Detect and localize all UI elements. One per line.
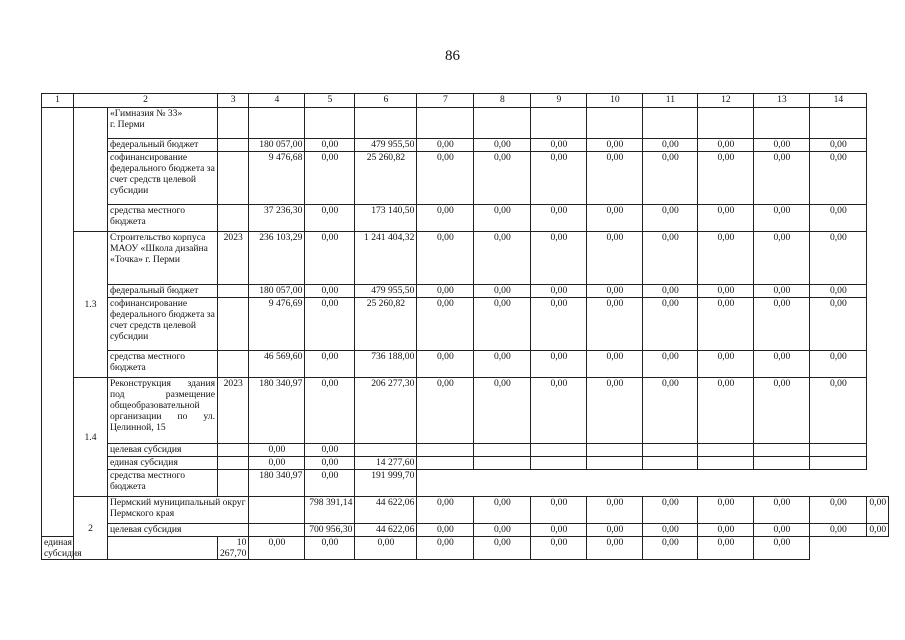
value-cell: 0,00 bbox=[474, 285, 531, 298]
table-row bbox=[42, 497, 889, 524]
value-cell: 0,00 bbox=[754, 152, 810, 205]
table-row bbox=[42, 139, 889, 152]
value-cell: 0,00 bbox=[698, 524, 754, 537]
row-name: Пермский муниципальный округ Пермского края bbox=[108, 497, 249, 524]
value-cell: 0,00 bbox=[587, 152, 643, 205]
table-row bbox=[42, 205, 889, 232]
value-cell: 0,00 bbox=[531, 497, 587, 524]
value-cell: 0,00 bbox=[587, 524, 643, 537]
value-cell: 0,00 bbox=[754, 351, 810, 378]
header-cell: 14 bbox=[810, 94, 867, 108]
value-cell: 0,00 bbox=[643, 524, 698, 537]
value-cell: 0,00 bbox=[474, 232, 531, 285]
value-cell: 0,00 bbox=[587, 497, 643, 524]
value-cell: 0,00 bbox=[355, 537, 417, 560]
table-row bbox=[42, 444, 889, 457]
table-row bbox=[42, 524, 889, 537]
value-cell: 0,00 bbox=[305, 457, 355, 470]
value-cell: 0,00 bbox=[417, 351, 474, 378]
value-cell: 25 260,82 bbox=[355, 152, 417, 205]
value-cell: 0,00 bbox=[643, 298, 698, 351]
value-cell: 0,00 bbox=[698, 205, 754, 232]
row-name: средства местного бюджета bbox=[108, 205, 218, 232]
value-cell: 0,00 bbox=[698, 497, 754, 524]
value-cell: 0,00 bbox=[587, 205, 643, 232]
value-cell: 0,00 bbox=[531, 232, 587, 285]
value-cell: 0,00 bbox=[474, 378, 531, 444]
budget-table bbox=[41, 93, 889, 560]
header-cell: 5 bbox=[305, 94, 355, 108]
value-cell: 0,00 bbox=[810, 298, 867, 351]
value-cell: 0,00 bbox=[305, 378, 355, 444]
value-cell: 0,00 bbox=[305, 232, 355, 285]
value-cell: 0,00 bbox=[474, 537, 531, 560]
row-name: целевая субсидия bbox=[108, 444, 218, 457]
value-cell: 0,00 bbox=[867, 497, 889, 524]
value-cell: 0,00 bbox=[643, 351, 698, 378]
table-row bbox=[42, 298, 889, 351]
header-cell: 12 bbox=[698, 94, 754, 108]
value-cell: 0,00 bbox=[698, 298, 754, 351]
value-cell: 180 340,97 bbox=[249, 378, 305, 444]
header-cell: 10 bbox=[587, 94, 643, 108]
value-cell: 0,00 bbox=[754, 139, 810, 152]
value-cell: 0,00 bbox=[531, 152, 587, 205]
row-name: софинансирование федерального бюджета за счет средств целевой субсидии bbox=[108, 298, 218, 351]
header-cell: 9 bbox=[531, 94, 587, 108]
value-cell: 0,00 bbox=[643, 537, 698, 560]
value-cell: 0,00 bbox=[643, 378, 698, 444]
value-cell: 0,00 bbox=[417, 152, 474, 205]
value-cell: 0,00 bbox=[698, 537, 754, 560]
value-cell: 798 391,14 bbox=[305, 497, 355, 524]
value-cell: 0,00 bbox=[474, 139, 531, 152]
value-cell: 191 999,70 bbox=[355, 470, 417, 497]
value-cell: 0,00 bbox=[305, 537, 355, 560]
value-cell: 0,00 bbox=[474, 152, 531, 205]
value-cell: 479 955,50 bbox=[355, 285, 417, 298]
row-name: софинансирование федерального бюджета за счет средств целевой субсидии bbox=[108, 152, 218, 205]
value-cell: 736 188,00 bbox=[355, 351, 417, 378]
value-cell: 0,00 bbox=[305, 351, 355, 378]
value-cell: 0,00 bbox=[754, 497, 810, 524]
value-cell: 0,00 bbox=[643, 285, 698, 298]
value-cell: 0,00 bbox=[754, 378, 810, 444]
value-cell: 0,00 bbox=[305, 470, 355, 497]
header-cell: 1 bbox=[42, 94, 74, 108]
value-cell: 0,00 bbox=[417, 524, 474, 537]
value-cell: 0,00 bbox=[587, 285, 643, 298]
value-cell: 0,00 bbox=[643, 232, 698, 285]
value-cell: 206 277,30 bbox=[355, 378, 417, 444]
value-cell: 0,00 bbox=[754, 232, 810, 285]
value-cell: 0,00 bbox=[474, 524, 531, 537]
value-cell: 0,00 bbox=[417, 205, 474, 232]
value-cell: 1 241 404,32 bbox=[355, 232, 417, 285]
value-cell: 173 140,50 bbox=[355, 205, 417, 232]
value-cell: 0,00 bbox=[587, 139, 643, 152]
table-row bbox=[42, 457, 889, 470]
value-cell: 0,00 bbox=[754, 298, 810, 351]
value-cell: 0,00 bbox=[531, 378, 587, 444]
value-cell: 0,00 bbox=[698, 285, 754, 298]
header-cell: 8 bbox=[474, 94, 531, 108]
value-cell: 0,00 bbox=[643, 205, 698, 232]
value-cell: 0,00 bbox=[531, 537, 587, 560]
row-name: единая субсидия bbox=[108, 457, 218, 470]
table-row bbox=[42, 108, 889, 139]
value-cell: 0,00 bbox=[417, 285, 474, 298]
value-cell: 180 057,00 bbox=[249, 285, 305, 298]
year-cell: 2023 bbox=[218, 378, 249, 444]
value-cell: 0,00 bbox=[867, 524, 889, 537]
value-cell: 0,00 bbox=[417, 139, 474, 152]
value-cell: 0,00 bbox=[754, 524, 810, 537]
row-number-cell: 2 bbox=[74, 497, 108, 560]
value-cell: 9 476,69 bbox=[249, 298, 305, 351]
value-cell: 0,00 bbox=[249, 444, 305, 457]
value-cell: 0,00 bbox=[531, 351, 587, 378]
value-cell: 0,00 bbox=[417, 378, 474, 444]
table-row bbox=[42, 152, 889, 205]
value-cell: 9 476,68 bbox=[249, 152, 305, 205]
value-cell: 0,00 bbox=[754, 205, 810, 232]
value-cell: 0,00 bbox=[698, 378, 754, 444]
value-cell: 180 340,97 bbox=[249, 470, 305, 497]
value-cell: 0,00 bbox=[810, 351, 867, 378]
row-number-cell bbox=[42, 108, 74, 537]
value-cell: 0,00 bbox=[474, 298, 531, 351]
row-name: единая субсидия bbox=[42, 537, 108, 560]
value-cell bbox=[355, 444, 417, 457]
value-cell: 0,00 bbox=[698, 351, 754, 378]
value-cell: 0,00 bbox=[587, 351, 643, 378]
value-cell: 700 956,30 bbox=[305, 524, 355, 537]
table-row bbox=[42, 351, 889, 378]
table-row bbox=[42, 378, 889, 444]
header-cell: 7 bbox=[417, 94, 474, 108]
value-cell: 0,00 bbox=[531, 285, 587, 298]
year-cell: 2023 bbox=[218, 232, 249, 285]
value-cell: 0,00 bbox=[305, 444, 355, 457]
header-cell: 11 bbox=[643, 94, 698, 108]
value-cell: 0,00 bbox=[305, 285, 355, 298]
value-cell: 0,00 bbox=[698, 152, 754, 205]
value-cell: 0,00 bbox=[531, 298, 587, 351]
value-cell: 0,00 bbox=[643, 152, 698, 205]
table-row bbox=[42, 537, 889, 560]
value-cell: 0,00 bbox=[810, 524, 867, 537]
value-cell: 0,00 bbox=[754, 537, 810, 560]
value-cell: 0,00 bbox=[587, 298, 643, 351]
value-cell: 0,00 bbox=[587, 232, 643, 285]
value-cell: 0,00 bbox=[474, 205, 531, 232]
row-name: федеральный бюджет bbox=[108, 285, 218, 298]
row-name: Строительство корпуса МАОУ «Школа дизайна «Точка» г. Перми bbox=[108, 232, 218, 285]
value-cell: 0,00 bbox=[810, 497, 867, 524]
value-cell: 0,00 bbox=[698, 232, 754, 285]
value-cell: 0,00 bbox=[417, 232, 474, 285]
value-cell: 0,00 bbox=[643, 139, 698, 152]
row-subnumber-cell: 1.3 bbox=[74, 232, 108, 378]
value-cell: 0,00 bbox=[810, 232, 867, 285]
row-name: федеральный бюджет bbox=[108, 139, 218, 152]
value-cell: 0,00 bbox=[305, 152, 355, 205]
row-subnumber-cell bbox=[74, 108, 108, 232]
value-cell: 0,00 bbox=[754, 285, 810, 298]
page-number: 86 bbox=[445, 48, 460, 64]
value-cell: 0,00 bbox=[417, 298, 474, 351]
value-cell: 0,00 bbox=[810, 139, 867, 152]
value-cell: 479 955,50 bbox=[355, 139, 417, 152]
value-cell: 0,00 bbox=[249, 457, 305, 470]
value-cell: 0,00 bbox=[587, 537, 643, 560]
value-cell: 0,00 bbox=[305, 205, 355, 232]
value-cell: 0,00 bbox=[417, 497, 474, 524]
value-cell: 180 057,00 bbox=[249, 139, 305, 152]
value-cell: 0,00 bbox=[531, 139, 587, 152]
value-cell: 14 277,60 bbox=[355, 457, 417, 470]
value-cell: 0,00 bbox=[305, 139, 355, 152]
row-name: целевая субсидия bbox=[108, 524, 249, 537]
value-cell: 10 267,70 bbox=[218, 537, 249, 560]
header-cell: 3 bbox=[218, 94, 249, 108]
header-cell: 4 bbox=[249, 94, 305, 108]
value-cell: 0,00 bbox=[810, 285, 867, 298]
value-cell: 0,00 bbox=[531, 205, 587, 232]
header-row bbox=[42, 94, 889, 108]
value-cell: 0,00 bbox=[698, 139, 754, 152]
value-cell: 0,00 bbox=[474, 351, 531, 378]
header-cell: 2 bbox=[74, 94, 218, 108]
value-cell: 0,00 bbox=[810, 152, 867, 205]
value-cell: 37 236,30 bbox=[249, 205, 305, 232]
value-cell: 0,00 bbox=[417, 537, 474, 560]
row-name: средства местного бюджета bbox=[108, 470, 218, 497]
value-cell: 25 260,82 bbox=[355, 298, 417, 351]
row-subnumber-cell: 1.4 bbox=[74, 378, 108, 497]
value-cell: 0,00 bbox=[810, 378, 867, 444]
table-row bbox=[42, 232, 889, 285]
row-name: «Гимназия № 33» г. Перми bbox=[108, 108, 218, 139]
value-cell: 46 569,60 bbox=[249, 351, 305, 378]
header-cell: 13 bbox=[754, 94, 810, 108]
value-cell: 236 103,29 bbox=[249, 232, 305, 285]
value-cell: 0,00 bbox=[531, 524, 587, 537]
row-name: Реконструкция здания под размещение общеобразовательной организации по ул. Целинной, 15 bbox=[108, 378, 218, 444]
table-row bbox=[42, 470, 889, 497]
row-name: средства местного бюджета bbox=[108, 351, 218, 378]
value-cell: 0,00 bbox=[643, 497, 698, 524]
value-cell: 0,00 bbox=[474, 497, 531, 524]
value-cell: 44 622,06 bbox=[355, 524, 417, 537]
value-cell: 44 622,06 bbox=[355, 497, 417, 524]
value-cell: 0,00 bbox=[249, 537, 305, 560]
header-cell: 6 bbox=[355, 94, 417, 108]
value-cell: 0,00 bbox=[810, 205, 867, 232]
table-row bbox=[42, 285, 889, 298]
value-cell: 0,00 bbox=[305, 298, 355, 351]
value-cell: 0,00 bbox=[587, 378, 643, 444]
table-body bbox=[42, 94, 889, 560]
